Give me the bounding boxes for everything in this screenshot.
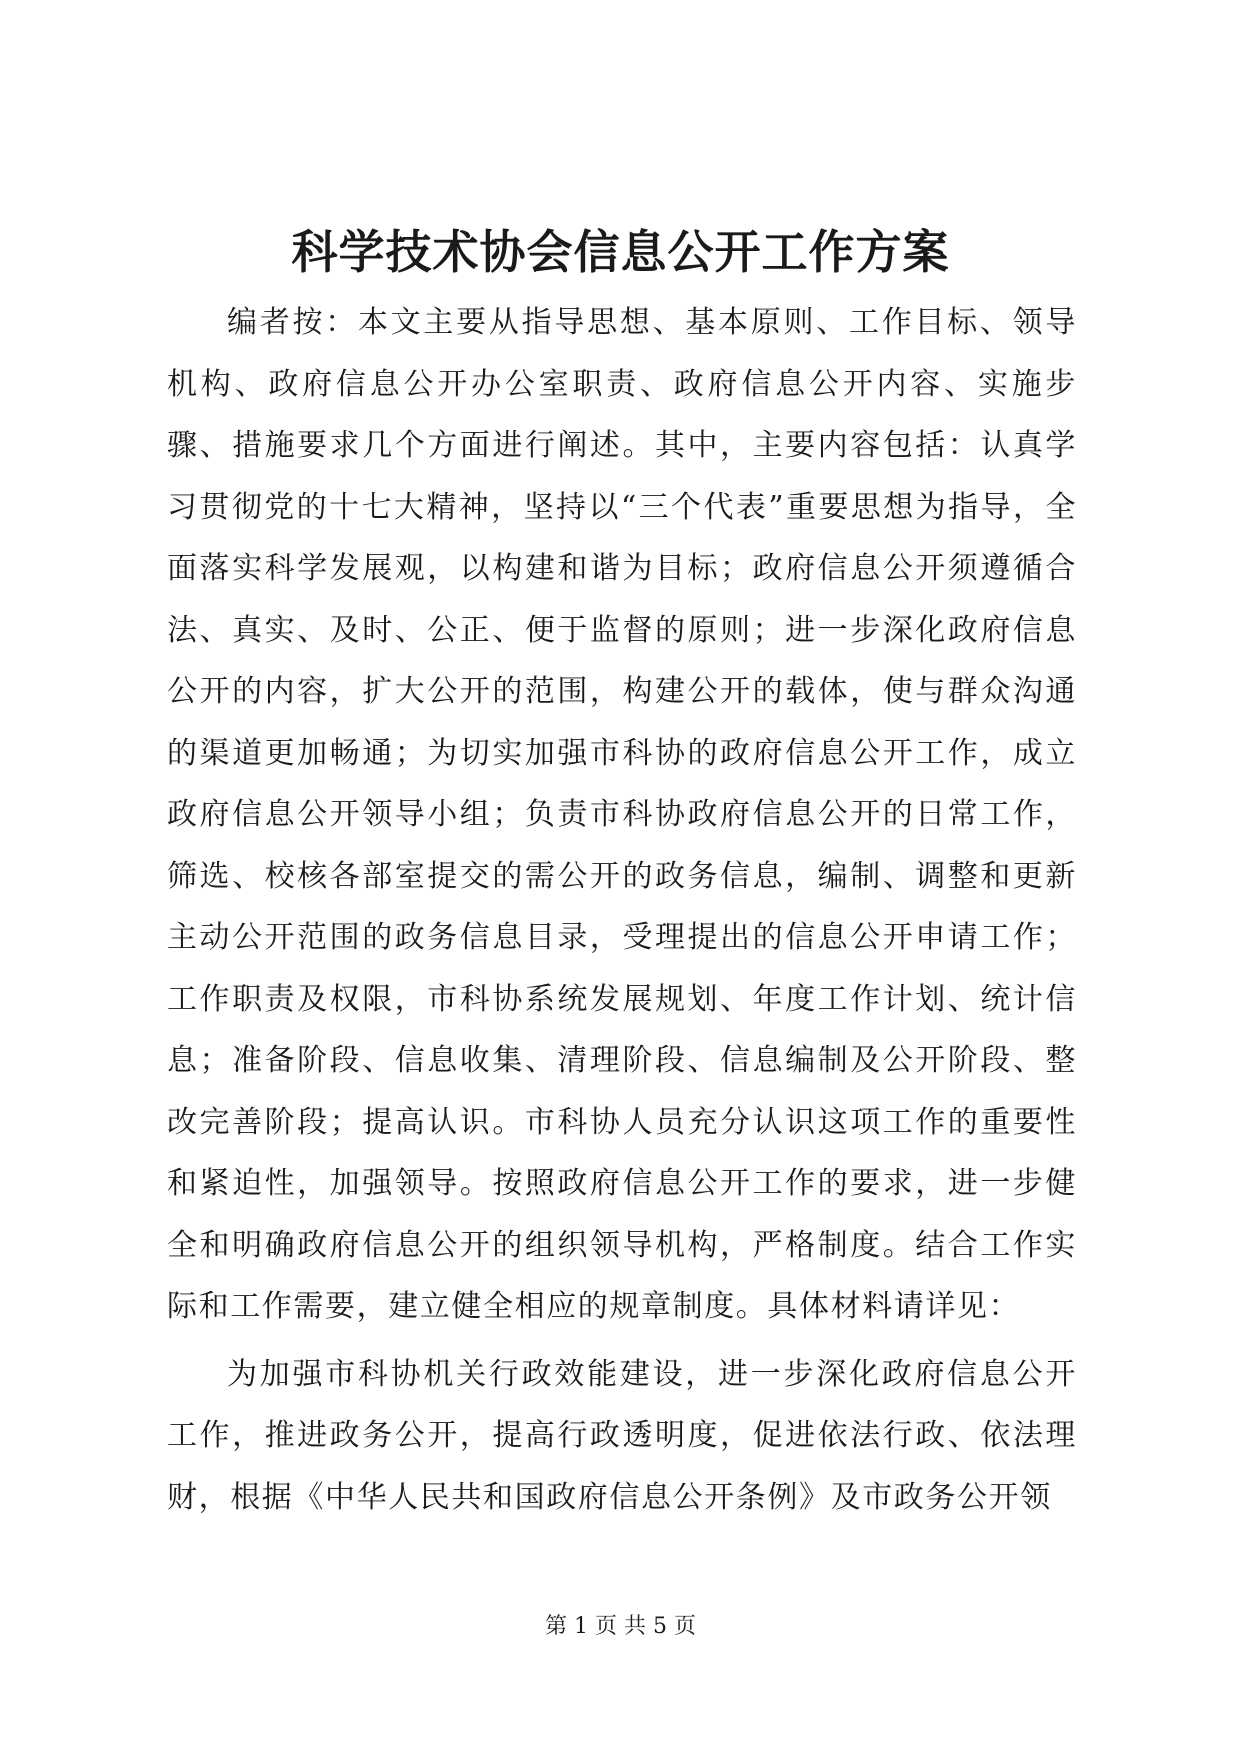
document-title: 科学技术协会信息公开工作方案 <box>291 225 950 279</box>
document-body <box>167 292 1077 1528</box>
body-paragraph: 为加强市科协机关行政效能建设，进一步深化政府信息公开工作，推进政务公开，提高行政透明度，促进依法行政、依法理财，根据《中华人民共和国政府信息公开条例》及市政务公开领 <box>167 1356 1077 1515</box>
page-number-footer: 第 1 页 共 5 页 <box>545 1614 696 1639</box>
editor-note-paragraph: 编者按：本文主要从指导思想、基本原则、工作目标、领导机构、政府信息公开办公室职责、政府信息公开内容、实施步骤、措施要求几个方面进行阐述。其中，主要内容包括：认真学习贯彻党的十七大精神，坚持以“三个代表”重要思想为指导，全面落实科学发展观，以构建和谐为目标；政府信息公开须遵循合法、真实、及时、公正、便于监督的原则；进一步深化政府信息公开的内容，扩大公开的范围，构建公开的载体，使与群众沟通的渠道更加畅通；为切实加强市科协的政府信息公开工作，成立政府信息公开领导小组；负责市科协政府信息公开的日常工作，筛选、校核各部室提交的需公开的政务信息，编制、调整和更新主动公开范围的政务信息目录，受理提出的信息公开申请工作；工作职责及权限，市科协系统发展规划、年度工作计划、统计信息；准备阶段、信息收集、清理阶段、信息编制及公开阶段、整改完善阶段；提高认识。市科协人员充分认识这项工作的重要性和紧迫性，加强领导。按照政府信息公开工作的要求，进一步健全和明确政府信息公开的组织领导机构，严格制度。结合工作实际和工作需要，建立健全相应的规章制度。具体材料请详见： <box>167 305 1077 1324</box>
